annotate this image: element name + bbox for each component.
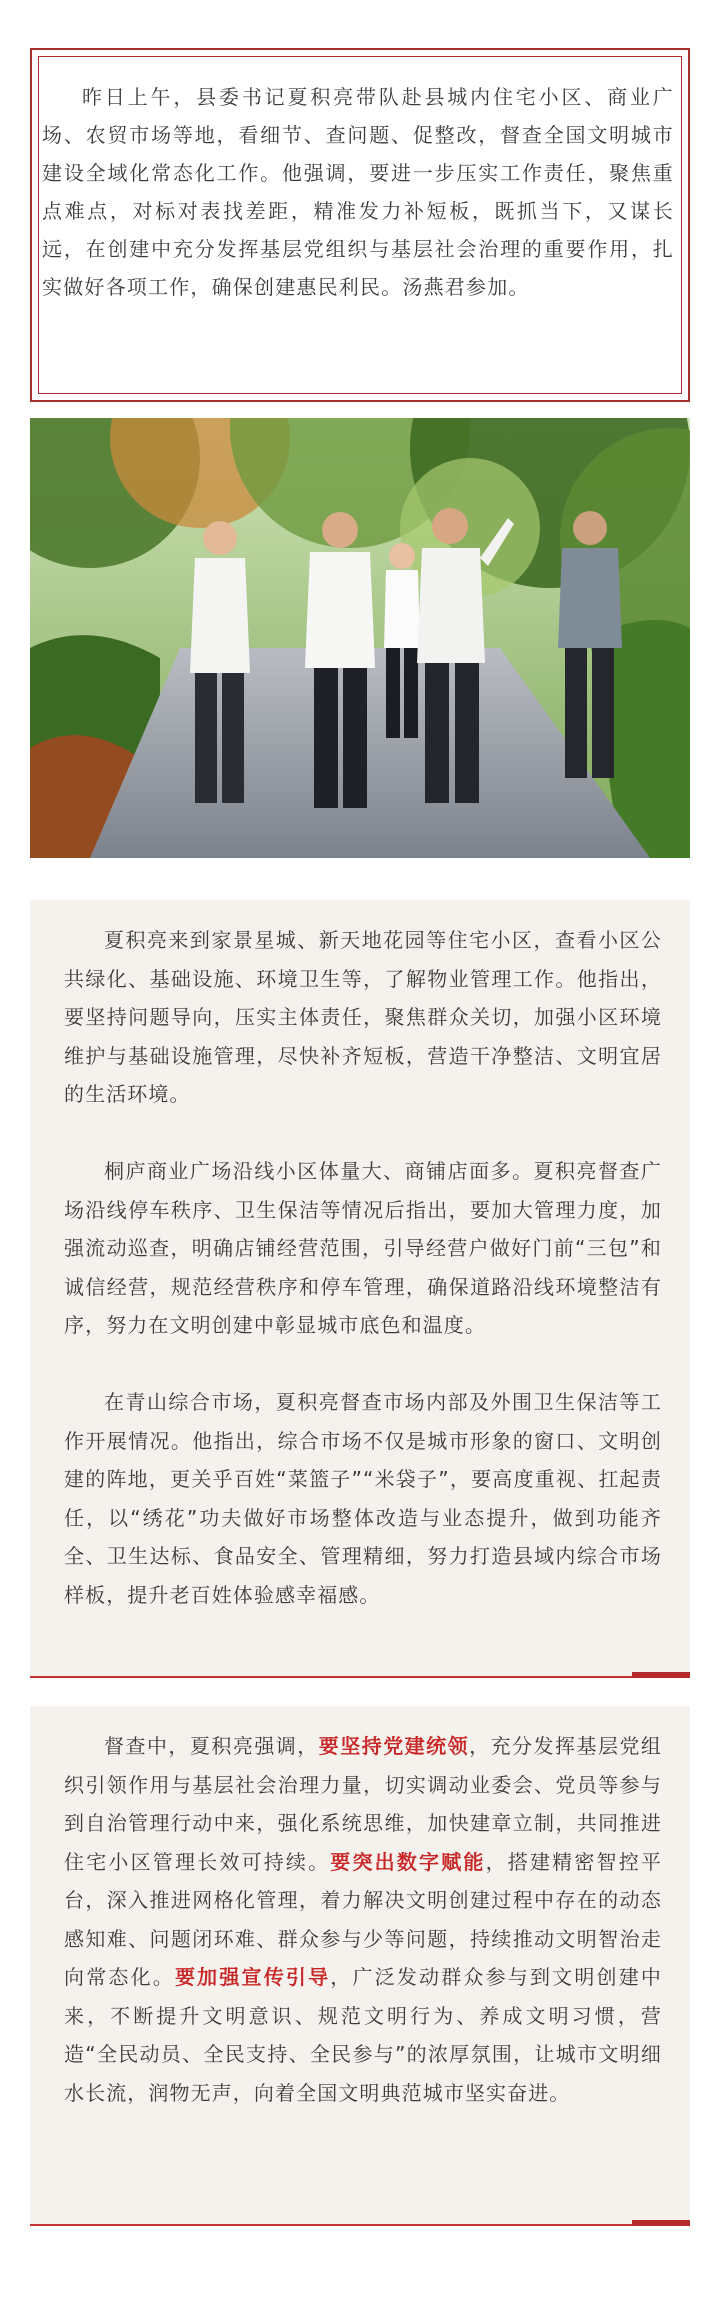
section-2-text-4: ，广泛发动群众参与到文明创建中来，不断提升文明意识、规范文明行为、养成文明习惯，营造“全民动员、全民支持、全民参与”的浓厚氛围，让城市文明细水长流，润物无声，向着全国文明典范城市坚实奋进。	[64, 1965, 663, 2105]
intro-paragraph: 昨日上午，县委书记夏积亮带队赴县城内住宅小区、商业广场、农贸市场等地，看细节、查问题、促整改，督查全国文明城市建设全域化常态化工作。他强调，要进一步压实工作责任，聚焦重点难点，对标对表找差距，精准发力补短板，既抓当下，又谋长远，在创建中充分发挥基层党组织与基层社会治理的重要作用，扎实做好各项工作，确保创建惠民利民。汤燕君参加。	[42, 85, 674, 299]
section-2-text-2: ，充分发挥基层党组织引领作用与基层社会治理力量，切实调动业委会、党员等参与到自治管理行动中来，强化系统思维，加快建章立制，共同推进住宅小区管理长效可持续。	[64, 1734, 663, 1874]
section-1-paragraph-3: 在青山综合市场，夏积亮督查市场内部及外围卫生保洁等工作开展情况。他指出，综合市场不仅是城市形象的窗口、文明创建的阵地，更关乎百姓“菜篮子”“米袋子”，要高度重视、扛起责任，以“绣花”功夫做好市场整体改造与业态提升，做到功能齐全、卫生达标、食品安全、管理精细，努力打造县域内综合市场样板，提升老百姓体验感幸福感。	[64, 1390, 662, 1607]
section-2-text-3: ，搭建精密智控平台，深入推进网格化管理，着力解决文明创建过程中存在的动态感知难、问题闭环难、群众参与少等问题，持续推动文明智治走向常态化。	[64, 1849, 663, 1989]
highlight-party-leadership: 要坚持党建统领	[318, 1734, 470, 1758]
section-2-text-1: 督查中，夏积亮强调，	[104, 1734, 319, 1758]
highlight-publicity-guidance: 要加强宣传引导	[174, 1965, 331, 1989]
photo-illustration	[30, 418, 690, 858]
section-2-paragraph	[64, 1727, 662, 2112]
inspection-photo	[30, 418, 690, 858]
highlight-digital-empowerment: 要突出数字赋能	[330, 1849, 486, 1874]
section-1-accent-bar	[632, 1672, 690, 1678]
section-1-divider	[30, 1676, 690, 1678]
section-2-accent-bar	[632, 2220, 690, 2226]
section-1-paragraph-2: 桐庐商业广场沿线小区体量大、商铺店面多。夏积亮督查广场沿线停车秩序、卫生保洁等情况后指出，要加大管理力度，加强流动巡查，明确店铺经营范围，引导经营户做好门前“三包”和诚信经营，规范经营秩序和停车管理，确保道路沿线环境整洁有序，努力在文明创建中彰显城市底色和温度。	[64, 1159, 662, 1337]
section-2-divider	[30, 2224, 690, 2226]
section-1-paragraph-1: 夏积亮来到家景星城、新天地花园等住宅小区，查看小区公共绿化、基础设施、环境卫生等，了解物业管理工作。他指出，要坚持问题导向，压实主体责任，聚焦群众关切，加强小区环境维护与基础设施管理，尽快补齐短板，营造干净整洁、文明宜居的生活环境。	[64, 928, 662, 1106]
